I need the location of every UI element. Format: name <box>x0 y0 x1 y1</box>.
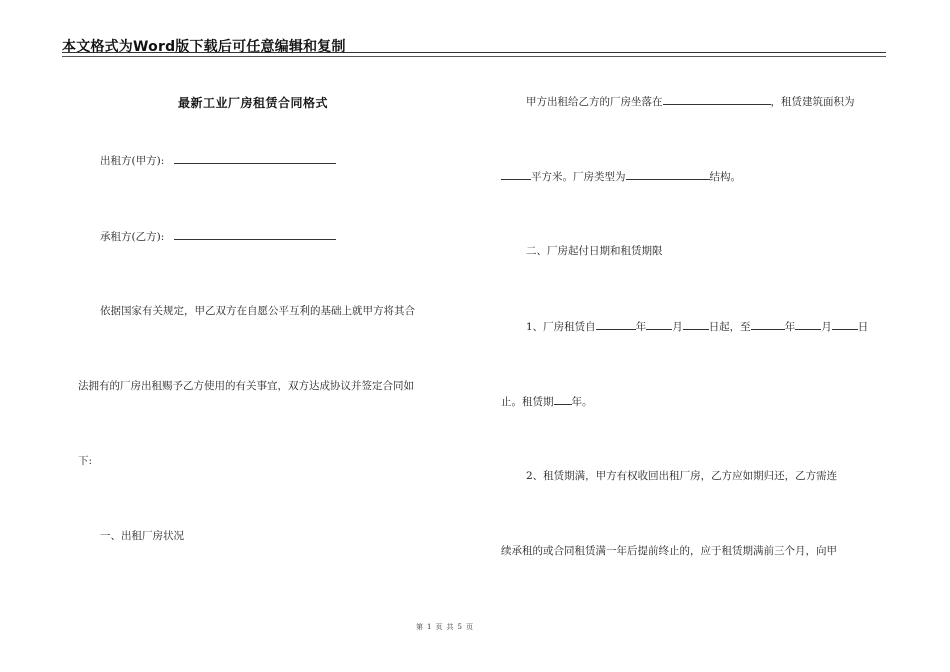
lease-years-blank <box>554 394 572 405</box>
lessor-label: 出租方(甲方): <box>100 155 165 167</box>
month-unit: 月 <box>672 321 683 333</box>
footer-total-label: 共 <box>446 623 454 631</box>
start-day-blank <box>683 319 709 330</box>
month-unit: 月 <box>821 321 832 333</box>
page-number-footer <box>414 622 475 632</box>
lessor-line <box>100 153 336 168</box>
years-unit: 年。 <box>571 396 593 408</box>
paragraph-line: 下: <box>78 455 93 467</box>
header-rule <box>62 52 886 53</box>
header-rule-thin <box>62 56 886 57</box>
lease-period-line <box>501 394 593 409</box>
location-blank <box>663 94 771 105</box>
day-unit: 日 <box>857 321 869 333</box>
document-title: 最新工业厂房租赁合同格式 <box>178 96 329 110</box>
start-year-blank <box>596 319 636 330</box>
footer-total-unit: 页 <box>465 623 473 631</box>
location-line <box>526 94 855 109</box>
lessee-line <box>100 229 336 244</box>
current-page-number: 1 <box>427 623 432 631</box>
lease-period-text: 止。租赁期 <box>501 396 554 408</box>
factory-type-text: 平方米。厂房类型为 <box>531 171 626 183</box>
lessee-blank <box>174 229 336 240</box>
lessee-label: 承租方(乙方): <box>100 231 165 243</box>
start-month-blank <box>646 319 672 330</box>
lessor-blank <box>174 153 336 164</box>
end-month-blank <box>795 319 821 330</box>
area-blank <box>501 169 531 180</box>
section-heading: 一、出租厂房状况 <box>100 530 184 542</box>
paragraph-line: 法拥有的厂房出租赐予乙方使用的有关事宜，双方达成协议并签定合同如 <box>78 380 414 392</box>
footer-page-label: 第 <box>416 623 423 631</box>
year-unit: 年 <box>784 321 796 333</box>
paragraph-line: 依据国家有关规定，甲乙双方在自愿公平互利的基础上就甲方将其合 <box>100 305 415 317</box>
factory-type-blank <box>626 169 710 180</box>
paragraph-line: 续承租的或合同租赁满一年后提前终止的，应于租赁期满前三个月，向甲 <box>501 545 837 557</box>
end-day-blank <box>832 319 858 330</box>
total-pages-number: 5 <box>457 623 462 631</box>
footer-page-unit: 页 <box>435 623 443 631</box>
lease-term-line <box>526 319 868 334</box>
area-line <box>501 169 741 184</box>
area-text: ，租赁建筑面积为 <box>770 96 855 108</box>
structure-text: 结构。 <box>709 171 741 183</box>
year-unit: 年 <box>635 321 647 333</box>
end-year-blank <box>751 319 785 330</box>
lease-term-prefix: 1、厂房租赁自 <box>526 321 596 333</box>
section-heading: 二、厂房起付日期和租赁期限 <box>526 245 663 257</box>
day-from-unit: 日起，至 <box>708 321 751 333</box>
paragraph-line: 2、租赁期满，甲方有权收回出租厂房，乙方应如期归还，乙方需连 <box>526 470 838 482</box>
location-text: 甲方出租给乙方的厂房坐落在 <box>526 96 663 108</box>
document-header: 本文格式为Word版下载后可任意编辑和复制 <box>62 39 346 55</box>
